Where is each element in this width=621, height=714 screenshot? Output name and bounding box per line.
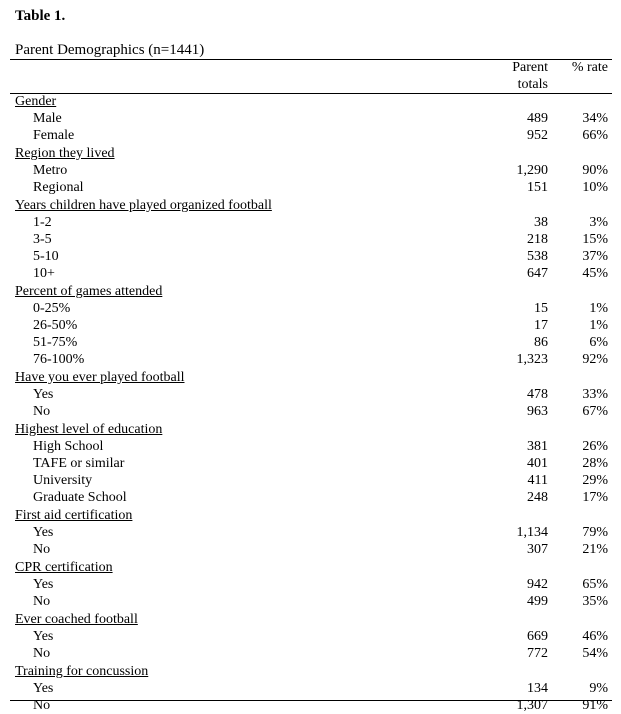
table-row xyxy=(0,179,621,196)
row-parent-total: 218 xyxy=(527,232,548,247)
row-parent-total: 134 xyxy=(527,681,548,696)
row-label: No xyxy=(33,404,51,419)
table-row xyxy=(0,645,621,662)
row-parent-total: 401 xyxy=(527,456,548,471)
section-title: Have you ever played football xyxy=(15,370,185,385)
row-label: Yes xyxy=(33,387,54,402)
section-title: CPR certification xyxy=(15,560,113,575)
table-row xyxy=(0,300,621,317)
row-percent-rate: 15% xyxy=(582,232,608,247)
row-label: 51-75% xyxy=(33,335,78,350)
section-title: First aid certification xyxy=(15,508,133,523)
section-header-row xyxy=(0,145,621,162)
row-percent-rate: 54% xyxy=(582,646,608,661)
table-row xyxy=(0,334,621,351)
row-percent-rate: 34% xyxy=(582,111,608,126)
row-parent-total: 669 xyxy=(527,629,548,644)
section-header-row xyxy=(0,421,621,438)
section-title: Training for concussion xyxy=(15,664,149,679)
section-header-row xyxy=(0,283,621,300)
row-parent-total: 538 xyxy=(527,249,548,264)
section-title: Percent of games attended xyxy=(15,284,163,299)
table-row xyxy=(0,489,621,506)
row-percent-rate: 3% xyxy=(589,215,608,230)
row-label: 3-5 xyxy=(33,232,52,247)
row-label: 10+ xyxy=(33,266,55,281)
row-parent-total: 1,134 xyxy=(516,525,548,540)
row-label: Yes xyxy=(33,629,54,644)
row-percent-rate: 65% xyxy=(582,577,608,592)
row-percent-rate: 1% xyxy=(589,318,608,333)
row-parent-total: 1,290 xyxy=(516,163,548,178)
row-label: 5-10 xyxy=(33,249,59,264)
row-percent-rate: 92% xyxy=(582,352,608,367)
table-row xyxy=(0,110,621,127)
row-parent-total: 1,307 xyxy=(516,698,548,713)
section-header-row xyxy=(0,93,621,110)
row-label: Yes xyxy=(33,681,54,696)
row-percent-rate: 17% xyxy=(582,490,608,505)
section-header-row xyxy=(0,197,621,214)
row-parent-total: 248 xyxy=(527,490,548,505)
row-percent-rate: 10% xyxy=(582,180,608,195)
table-row xyxy=(0,524,621,541)
row-parent-total: 17 xyxy=(534,318,548,333)
row-label: Female xyxy=(33,128,75,143)
row-percent-rate: 90% xyxy=(582,163,608,178)
row-parent-total: 307 xyxy=(527,542,548,557)
section-header-row xyxy=(0,663,621,680)
section-header-row xyxy=(0,559,621,576)
table-row xyxy=(0,576,621,593)
row-parent-total: 151 xyxy=(527,180,548,195)
row-label: Yes xyxy=(33,577,54,592)
table-row xyxy=(0,214,621,231)
table-row xyxy=(0,628,621,645)
table-bottom-rule xyxy=(10,700,612,701)
table-row xyxy=(0,386,621,403)
row-label: No xyxy=(33,542,51,557)
section-title: Ever coached football xyxy=(15,612,138,627)
table-row xyxy=(0,231,621,248)
row-label: High School xyxy=(33,439,104,454)
row-percent-rate: 35% xyxy=(582,594,608,609)
table-row xyxy=(0,351,621,368)
row-label: No xyxy=(33,698,51,713)
table-row xyxy=(0,472,621,489)
row-parent-total: 15 xyxy=(534,301,548,316)
row-parent-total: 381 xyxy=(527,439,548,454)
table-row xyxy=(0,248,621,265)
row-label: No xyxy=(33,594,51,609)
column-header-percent-rate: % rate xyxy=(571,60,608,75)
row-label: Yes xyxy=(33,525,54,540)
table-caption: Parent Demographics (n=1441) xyxy=(15,42,205,58)
row-percent-rate: 91% xyxy=(582,698,608,713)
row-parent-total: 772 xyxy=(527,646,548,661)
section-header-row xyxy=(0,507,621,524)
table-row xyxy=(0,127,621,144)
row-percent-rate: 67% xyxy=(582,404,608,419)
table-body xyxy=(0,93,621,714)
table-row xyxy=(0,317,621,334)
table-row xyxy=(0,438,621,455)
row-percent-rate: 6% xyxy=(589,335,608,350)
table-row xyxy=(0,403,621,420)
row-parent-total: 478 xyxy=(527,387,548,402)
table-row xyxy=(0,541,621,558)
row-percent-rate: 45% xyxy=(582,266,608,281)
row-percent-rate: 37% xyxy=(582,249,608,264)
table-row xyxy=(0,265,621,282)
row-percent-rate: 21% xyxy=(582,542,608,557)
row-percent-rate: 79% xyxy=(582,525,608,540)
section-title: Highest level of education xyxy=(15,422,163,437)
row-label: Regional xyxy=(33,180,84,195)
row-label: 0-25% xyxy=(33,301,71,316)
row-parent-total: 38 xyxy=(534,215,548,230)
row-parent-total: 411 xyxy=(527,473,548,488)
row-label: Graduate School xyxy=(33,490,127,505)
row-parent-total: 963 xyxy=(527,404,548,419)
row-label: Metro xyxy=(33,163,68,178)
table-row xyxy=(0,593,621,610)
column-header-parent-totals: Parent totals xyxy=(512,60,548,92)
row-percent-rate: 29% xyxy=(582,473,608,488)
section-title: Years children have played organized football xyxy=(15,198,272,213)
row-parent-total: 647 xyxy=(527,266,548,281)
section-title: Gender xyxy=(15,94,57,109)
row-percent-rate: 46% xyxy=(582,629,608,644)
row-percent-rate: 66% xyxy=(582,128,608,143)
row-percent-rate: 1% xyxy=(589,301,608,316)
row-parent-total: 942 xyxy=(527,577,548,592)
row-parent-total: 499 xyxy=(527,594,548,609)
table-label: Table 1. xyxy=(15,8,66,24)
row-parent-total: 489 xyxy=(527,111,548,126)
section-header-row xyxy=(0,369,621,386)
row-parent-total: 952 xyxy=(527,128,548,143)
section-title: Region they lived xyxy=(15,146,115,161)
section-header-row xyxy=(0,611,621,628)
table-row xyxy=(0,680,621,697)
row-label: 26-50% xyxy=(33,318,78,333)
row-label: Male xyxy=(33,111,62,126)
row-label: 1-2 xyxy=(33,215,52,230)
row-percent-rate: 28% xyxy=(582,456,608,471)
row-parent-total: 86 xyxy=(534,335,548,350)
row-label: University xyxy=(33,473,93,488)
table-row xyxy=(0,162,621,179)
row-label: TAFE or similar xyxy=(33,456,125,471)
row-label: No xyxy=(33,646,51,661)
row-label: 76-100% xyxy=(33,352,85,367)
row-percent-rate: 33% xyxy=(582,387,608,402)
table-row xyxy=(0,455,621,472)
row-parent-total: 1,323 xyxy=(516,352,548,367)
row-percent-rate: 26% xyxy=(582,439,608,454)
row-percent-rate: 9% xyxy=(589,681,608,696)
